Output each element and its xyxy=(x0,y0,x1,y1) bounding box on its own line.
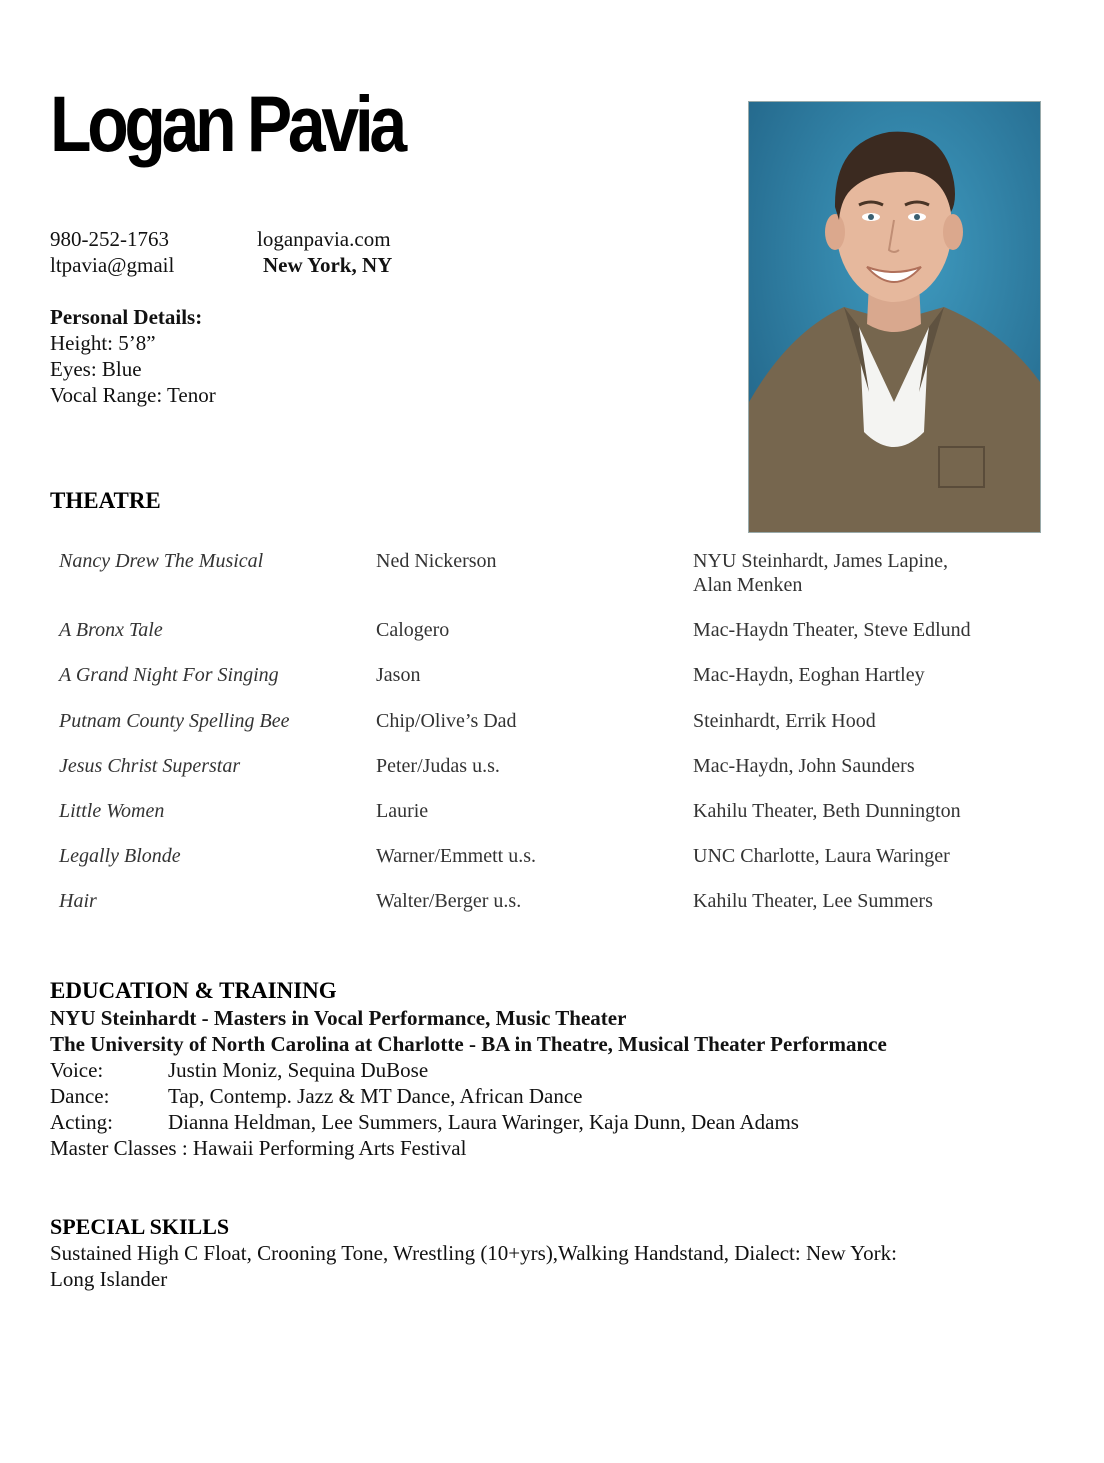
degree-bachelors: The University of North Carolina at Charlotte - BA in Theatre, Musical Theater Performance xyxy=(50,1032,887,1056)
venue-director-continued: Alan Menken xyxy=(693,574,803,596)
personal-details-heading: Personal Details: xyxy=(50,305,203,329)
resume-name: Logan Pavia xyxy=(50,79,403,168)
education-heading: EDUCATION & TRAINING xyxy=(50,978,337,1003)
training-acting xyxy=(50,1109,799,1135)
personal-height: Height: 5’8” xyxy=(50,331,156,355)
venue-director: Kahilu Theater, Lee Summers xyxy=(693,890,933,912)
role: Jason xyxy=(376,664,421,686)
degree-masters: NYU Steinhardt - Masters in Vocal Performance, Music Theater xyxy=(50,1006,627,1030)
theatre-row xyxy=(0,618,1104,664)
training-dance-styles: Tap, Contemp. Jazz & MT Dance, African Dance xyxy=(168,1084,583,1108)
headshot-illustration xyxy=(749,102,1040,532)
role: Ned Nickerson xyxy=(376,550,497,572)
master-classes: Master Classes : Hawaii Performing Arts Festival xyxy=(50,1136,467,1160)
theatre-row xyxy=(0,799,1104,845)
special-skills-line-2: Long Islander xyxy=(50,1267,168,1291)
venue-director: Mac-Haydn, Eoghan Hartley xyxy=(693,664,925,686)
theatre-row xyxy=(0,754,1104,800)
contact-location: New York, NY xyxy=(263,253,393,277)
venue-director: NYU Steinhardt, James Lapine, xyxy=(693,550,948,572)
personal-eyes: Eyes: Blue xyxy=(50,357,142,381)
role: Peter/Judas u.s. xyxy=(376,755,500,777)
show-title: A Bronx Tale xyxy=(59,619,163,641)
personal-vocal-range: Vocal Range: Tenor xyxy=(50,383,216,407)
training-voice-label: Voice: xyxy=(50,1058,104,1082)
theatre-row xyxy=(0,663,1104,709)
training-acting-teachers: Dianna Heldman, Lee Summers, Laura Waringer, Kaja Dunn, Dean Adams xyxy=(168,1110,799,1134)
role: Calogero xyxy=(376,619,450,641)
contact-phone: 980-252-1763 xyxy=(50,227,169,251)
training-dance xyxy=(50,1083,583,1109)
special-skills-line-1: Sustained High C Float, Crooning Tone, Wrestling (10+yrs),Walking Handstand, Dialect: New York: xyxy=(50,1241,897,1265)
role: Laurie xyxy=(376,800,429,822)
headshot-photo xyxy=(748,101,1041,533)
show-title: Putnam County Spelling Bee xyxy=(59,710,290,732)
venue-director: UNC Charlotte, Laura Waringer xyxy=(693,845,950,867)
venue-director: Kahilu Theater, Beth Dunnington xyxy=(693,800,961,822)
show-title: Little Women xyxy=(59,800,165,822)
theatre-row xyxy=(0,709,1104,755)
theatre-row xyxy=(0,844,1104,890)
show-title: Legally Blonde xyxy=(59,845,181,867)
role: Walter/Berger u.s. xyxy=(376,890,522,912)
role: Chip/Olive’s Dad xyxy=(376,710,517,732)
show-title: Hair xyxy=(59,890,97,912)
show-title: A Grand Night For Singing xyxy=(59,664,279,686)
contact-email: ltpavia@gmail xyxy=(50,253,175,277)
show-title: Nancy Drew The Musical xyxy=(59,550,264,572)
training-dance-label: Dance: xyxy=(50,1084,110,1108)
training-voice-teachers: Justin Moniz, Sequina DuBose xyxy=(168,1058,429,1082)
venue-director: Mac-Haydn, John Saunders xyxy=(693,755,915,777)
show-title: Jesus Christ Superstar xyxy=(59,755,241,777)
venue-director: Steinhardt, Errik Hood xyxy=(693,710,876,732)
contact-website: loganpavia.com xyxy=(257,227,391,251)
role: Warner/Emmett u.s. xyxy=(376,845,537,867)
special-skills-heading: SPECIAL SKILLS xyxy=(50,1214,230,1239)
theatre-row xyxy=(0,549,1104,595)
training-voice xyxy=(50,1057,428,1083)
venue-director: Mac-Haydn Theater, Steve Edlund xyxy=(693,619,971,641)
training-acting-label: Acting: xyxy=(50,1110,113,1134)
theatre-row xyxy=(0,889,1104,935)
theatre-heading: THEATRE xyxy=(50,488,161,513)
